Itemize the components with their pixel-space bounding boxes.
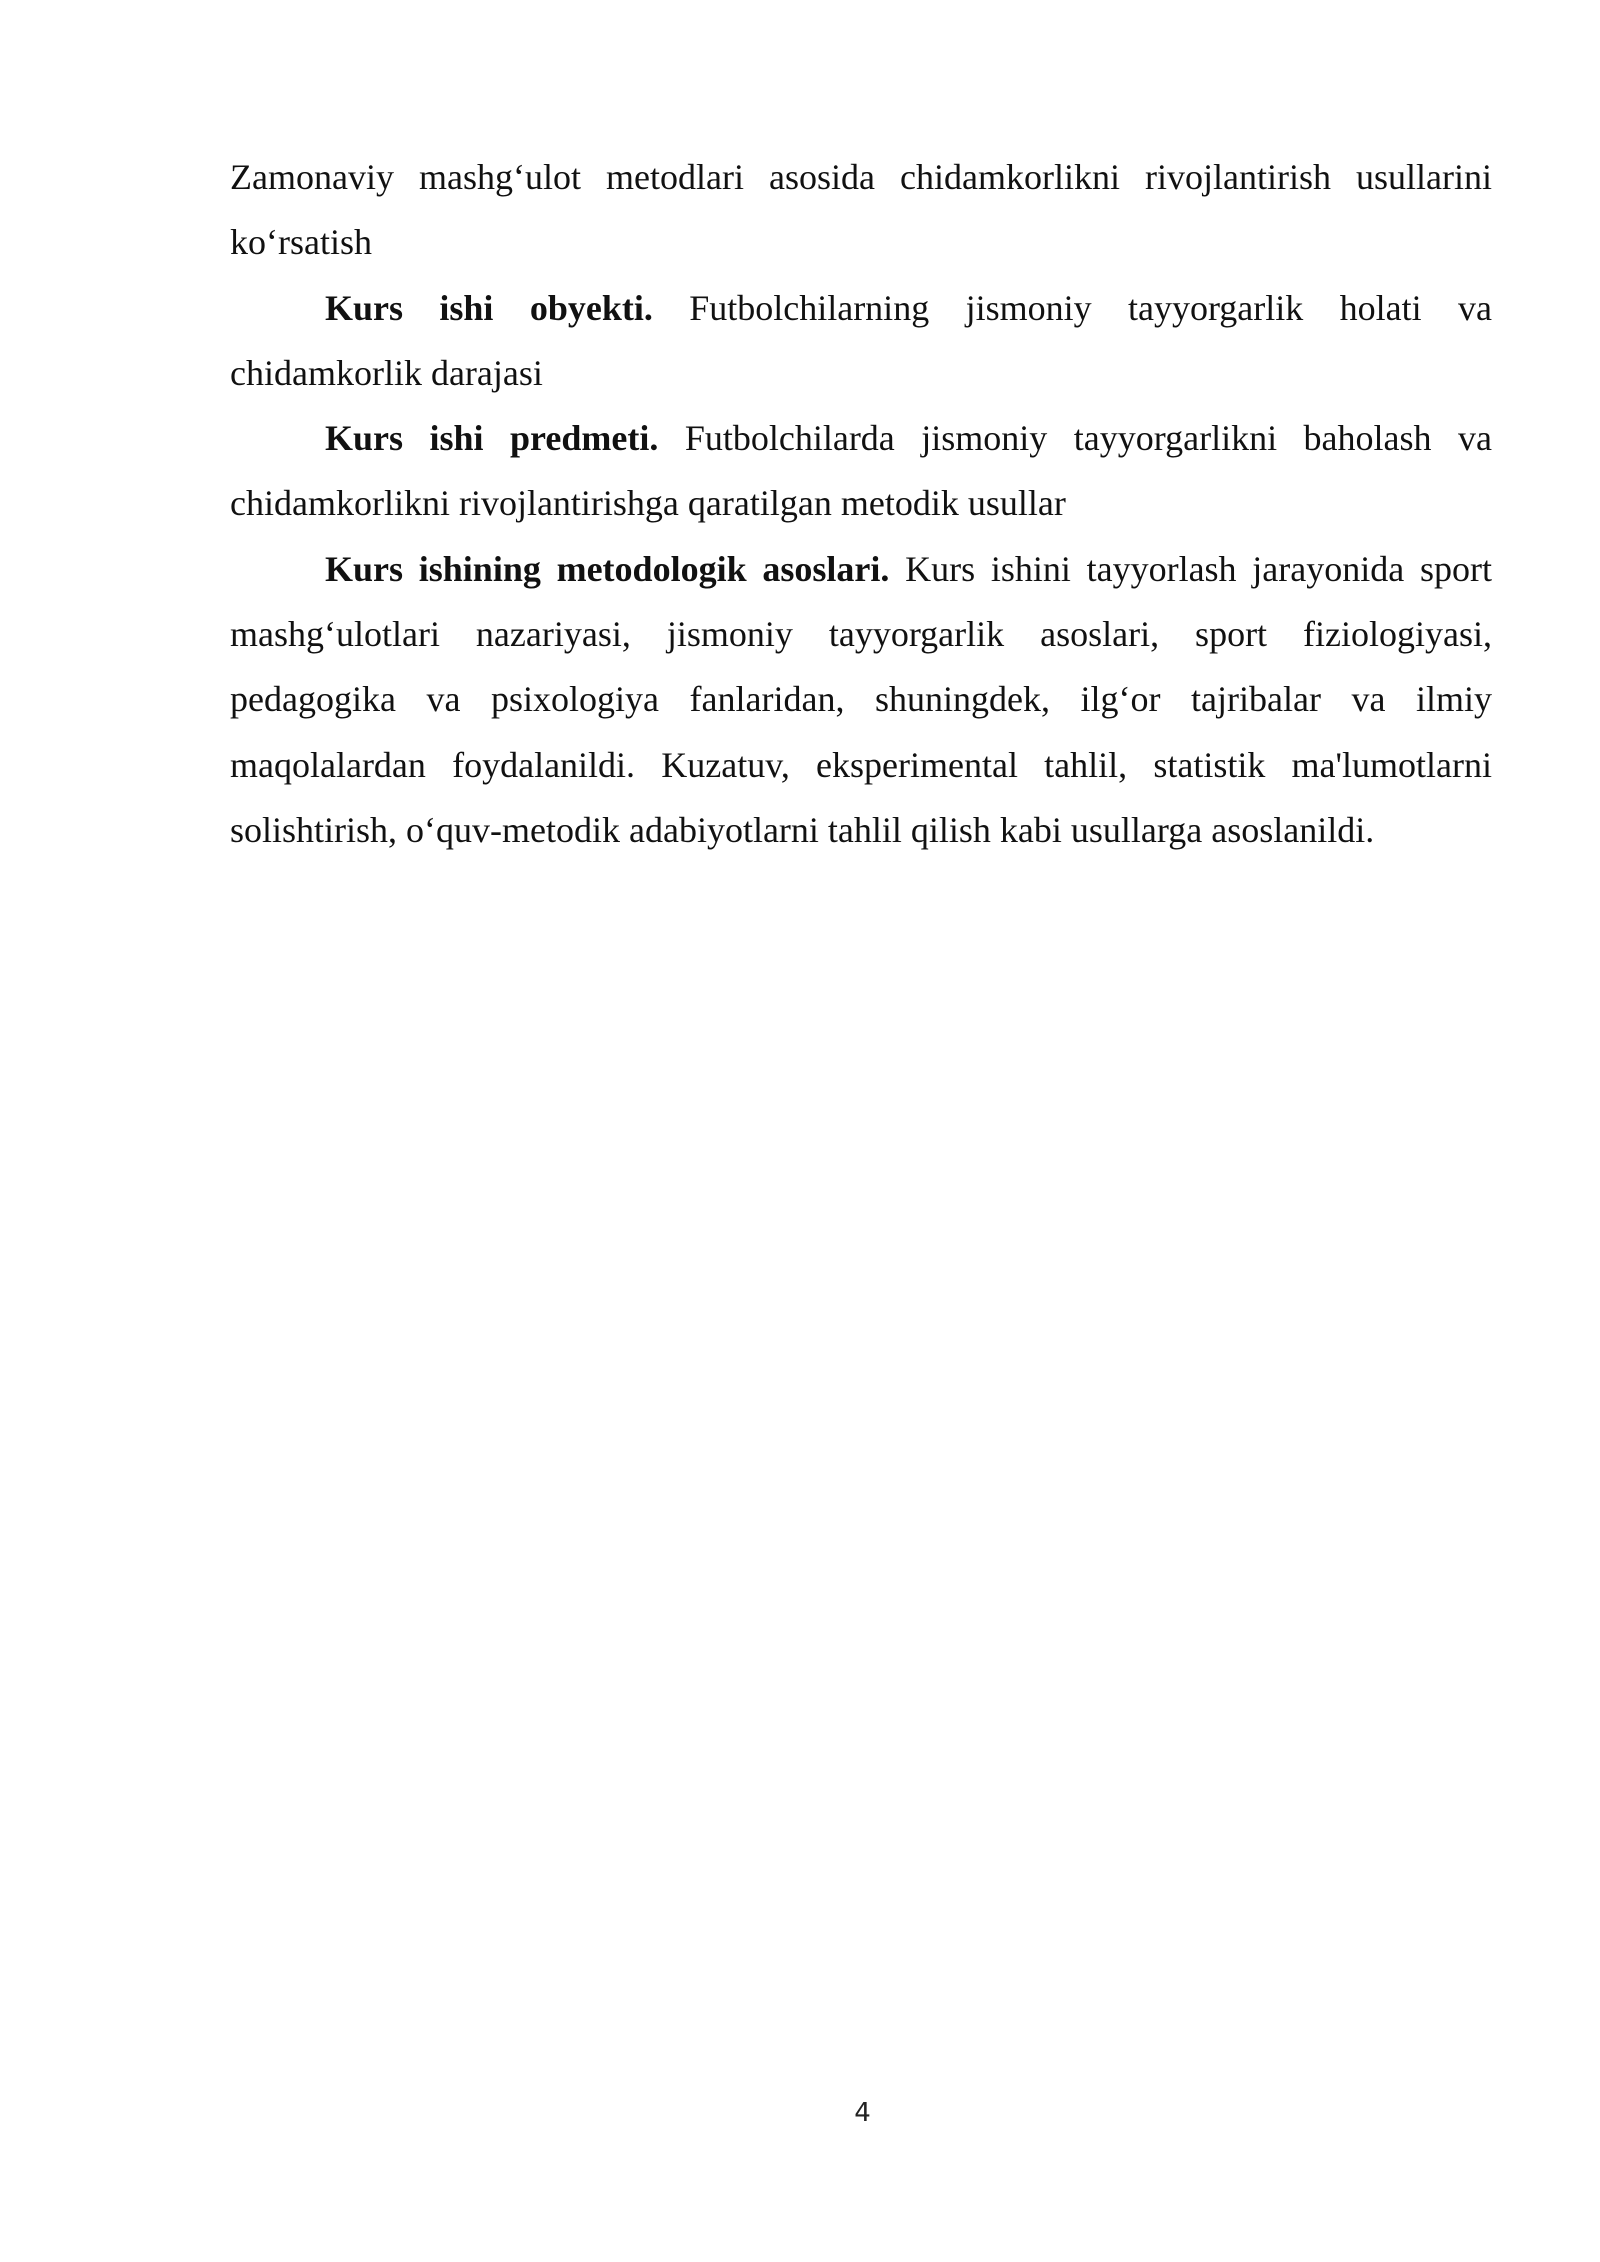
paragraph-text: Futbolchilarda jismoniy tayyorgarlikni baholash va chidamkorlikni rivojlantirishga qaratilgan metodik usullar: [230, 418, 1492, 524]
document-page: [230, 145, 1492, 863]
page-number: 4: [854, 2098, 871, 2128]
paragraph-methodology: [230, 537, 1492, 863]
paragraph-goal-continuation: [230, 145, 1492, 276]
paragraph-heading: Kurs ishining metodologik asoslari.: [325, 548, 890, 589]
paragraph-heading: Kurs ishi obyekti.: [325, 287, 653, 328]
paragraph-text: Kurs ishini tayyorlash jarayonida sport mashg‘ulotlari nazariyasi, jismoniy tayyorgarlik asoslari, sport fiziologiyasi, pedagogika va psixologiya fanlaridan, shuningdek, ilg‘or tajribalar va ilmiy maqolalardan foydalanildi. Kuzatuv, eksperimental tahlil, statistik ma'lumotlarni solishtirish, o‘quv-metodik adabiyotlarni tahlil qilish kabi usullarga asoslanildi.: [230, 548, 1492, 850]
paragraph-object: [230, 276, 1492, 407]
paragraph-subject: [230, 406, 1492, 537]
paragraph-text: Zamonaviy mashg‘ulot metodlari asosida chidamkorlikni rivojlantirish usullarini ko‘rsatish: [230, 157, 1492, 263]
paragraph-heading: Kurs ishi predmeti.: [325, 418, 659, 459]
paragraph-text: Futbolchilarning jismoniy tayyorgarlik holati va chidamkorlik darajasi: [230, 287, 1492, 393]
